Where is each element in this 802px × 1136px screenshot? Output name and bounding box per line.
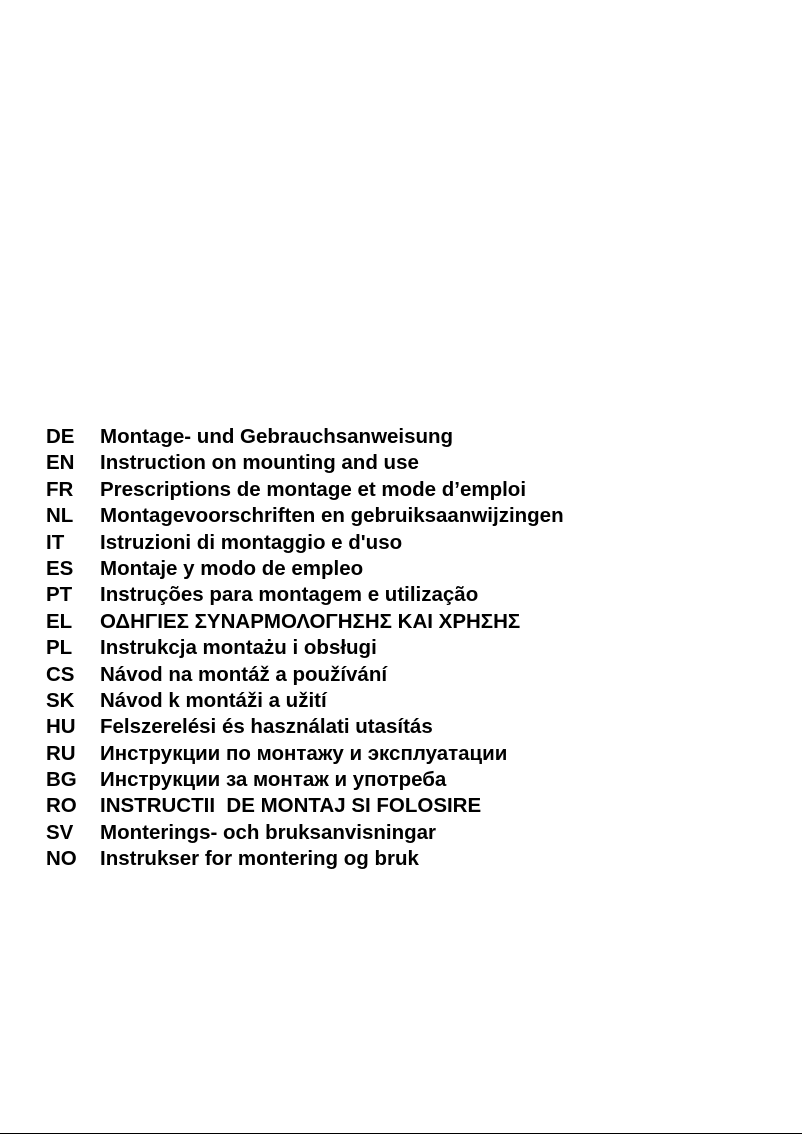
language-row-bg [46,767,786,793]
language-title: Instrukcja montażu i obsługi [100,636,377,660]
language-row-nl [46,503,786,529]
language-code: ES [46,556,74,580]
language-list [46,424,786,873]
language-row-el [46,609,786,635]
language-title: Montaje y modo de empleo [100,556,364,580]
language-row-it [46,530,786,556]
language-title: Prescriptions de montage et mode d’emploi [100,477,527,501]
language-code: NL [46,504,74,528]
language-row-sk [46,688,786,714]
language-title: Návod k montáži a užití [100,688,327,712]
language-title: Felszerelési és használati utasítás [100,715,433,739]
language-row-es [46,556,786,582]
language-title: Instrukser for montering og bruk [100,847,419,871]
language-code: DE [46,425,75,448]
language-title: Návod na montáž a používání [100,662,388,686]
language-row-ru [46,741,786,767]
language-code: EN [46,451,75,475]
language-code: SV [46,820,74,844]
language-code: HU [46,715,76,739]
language-title: Montagevoorschriften en gebruiksaanwijzingen [100,504,564,528]
language-row-fr [46,477,786,503]
language-code: NO [46,847,77,871]
language-row-pt [46,582,786,608]
language-row-sv [46,820,786,846]
language-code: PL [46,636,73,660]
language-code: FR [46,477,74,501]
language-row-en [46,450,786,476]
language-code: PT [46,583,73,607]
language-row-ro [46,793,786,819]
language-code: EL [46,609,73,633]
language-row-hu [46,714,786,740]
language-title: INSTRUCTII DE MONTAJ SI FOLOSIRE [100,794,482,818]
language-row-de [46,424,786,450]
bottom-divider [0,1133,802,1134]
language-title: Instruções para montagem e utilização [100,583,479,607]
language-title: Инструкции за монтаж и употреба [100,768,447,792]
language-title: Instruction on mounting and use [100,451,419,475]
language-code: CS [46,662,75,686]
language-row-pl [46,635,786,661]
language-title: ΟΔΗΓΙΕΣ ΣΥΝΑΡΜΟΛΟΓΗΣΗΣ ΚΑΙ ΧΡΗΣΗΣ [100,609,521,633]
language-code: RO [46,794,77,818]
language-title: Istruzioni di montaggio e d'uso [100,530,403,554]
language-title: Monterings- och bruksanvisningar [100,820,437,844]
language-code: IT [46,530,65,554]
language-code: SK [46,688,75,712]
language-row-no [46,846,786,872]
language-code: RU [46,741,76,765]
language-row-cs [46,662,786,688]
language-code: BG [46,768,77,792]
language-title: Montage- und Gebrauchsanweisung [100,425,454,448]
language-title: Инструкции по монтажу и эксплуатации [100,741,508,765]
